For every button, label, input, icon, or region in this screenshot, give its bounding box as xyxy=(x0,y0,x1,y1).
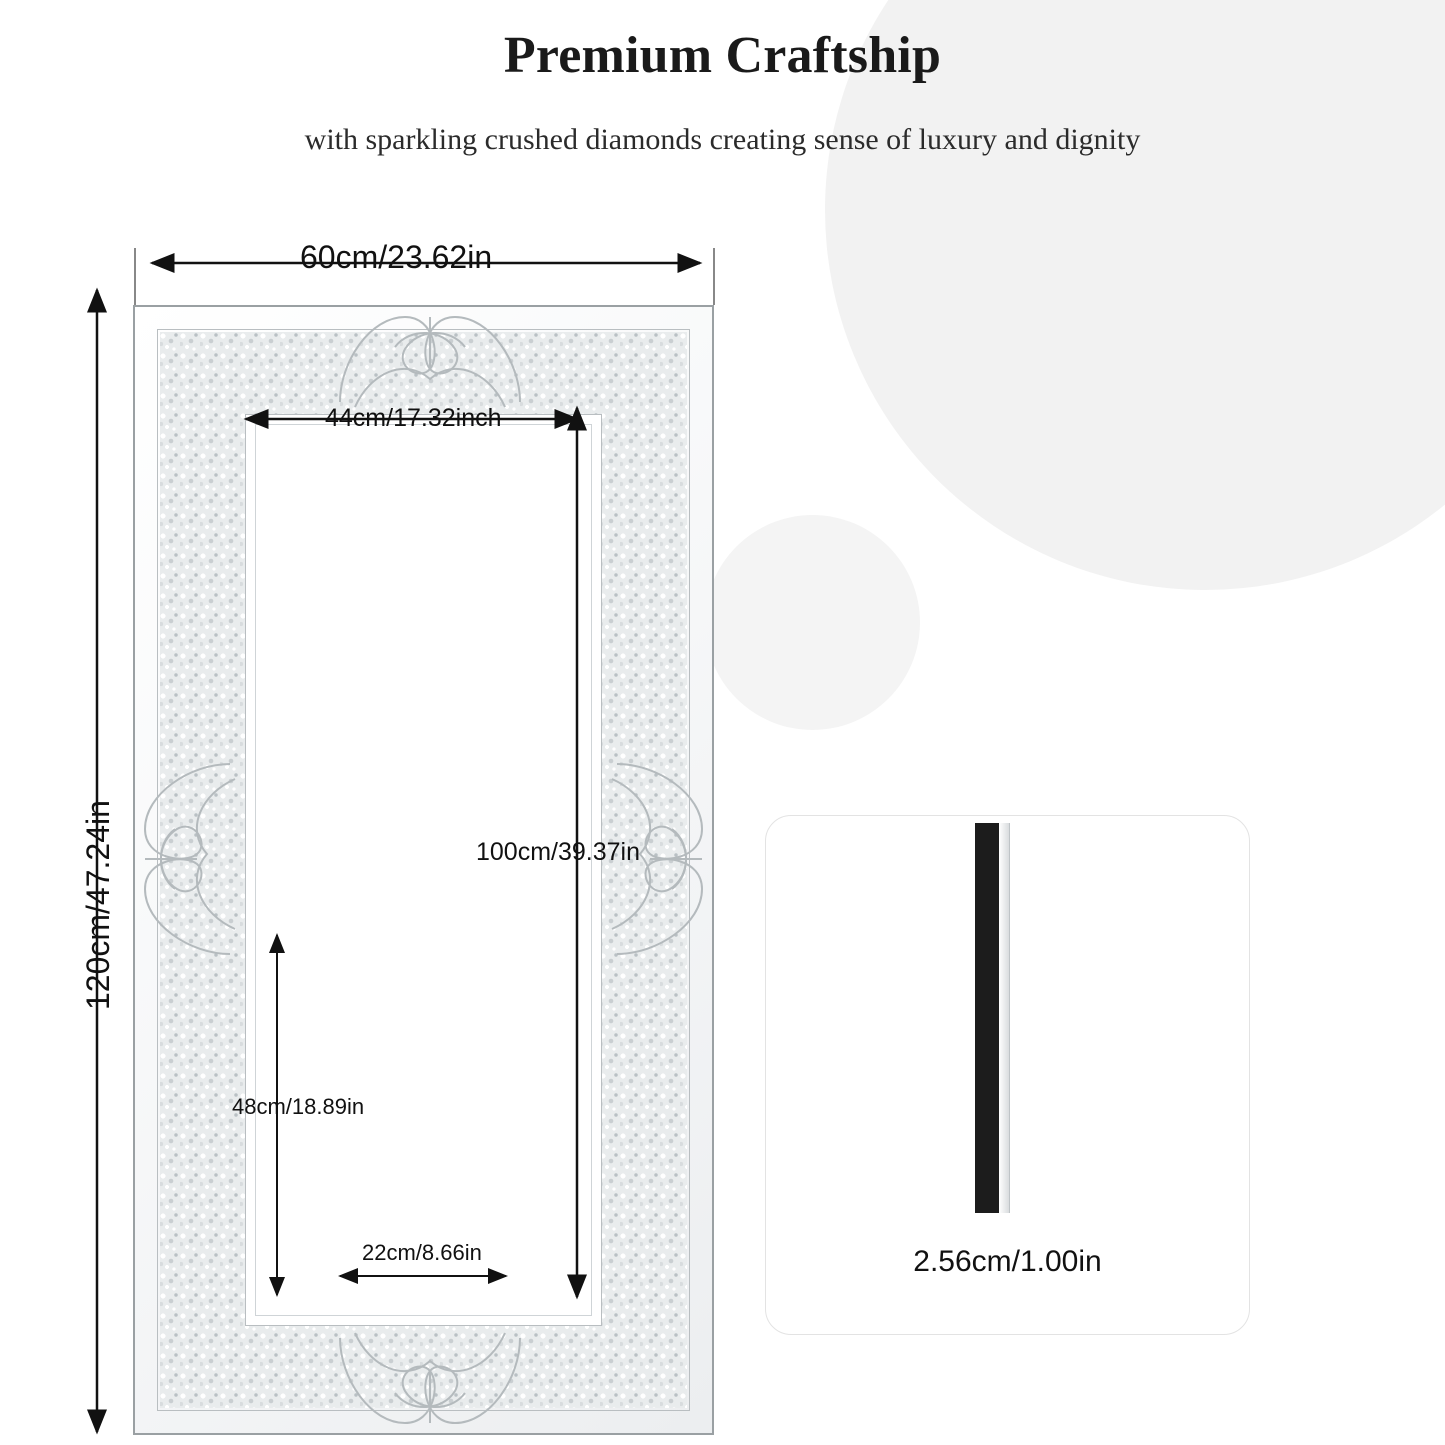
dimension-overall-width: 60cm/23.62in xyxy=(300,239,493,275)
dimension-inner-width: 44cm/17.32inch xyxy=(325,404,502,432)
edge-dark-face xyxy=(975,823,999,1213)
page-title: Premium Craftship xyxy=(503,27,942,84)
edge-mirror-face xyxy=(999,823,1010,1213)
dimension-overall-height: 120cm/47.24in xyxy=(80,800,116,1010)
mirror-edge-profile xyxy=(975,823,1011,1213)
dimension-thickness: 2.56cm/1.00in xyxy=(913,1245,1102,1278)
dimension-panel-height: 48cm/18.89in xyxy=(232,1094,365,1119)
dimension-inner-height: 100cm/39.37in xyxy=(476,838,641,866)
page-subtitle: with sparkling crushed diamonds creating sense of luxury and dignity xyxy=(304,123,1141,156)
dimension-panel-width: 22cm/8.66in xyxy=(362,1240,482,1265)
